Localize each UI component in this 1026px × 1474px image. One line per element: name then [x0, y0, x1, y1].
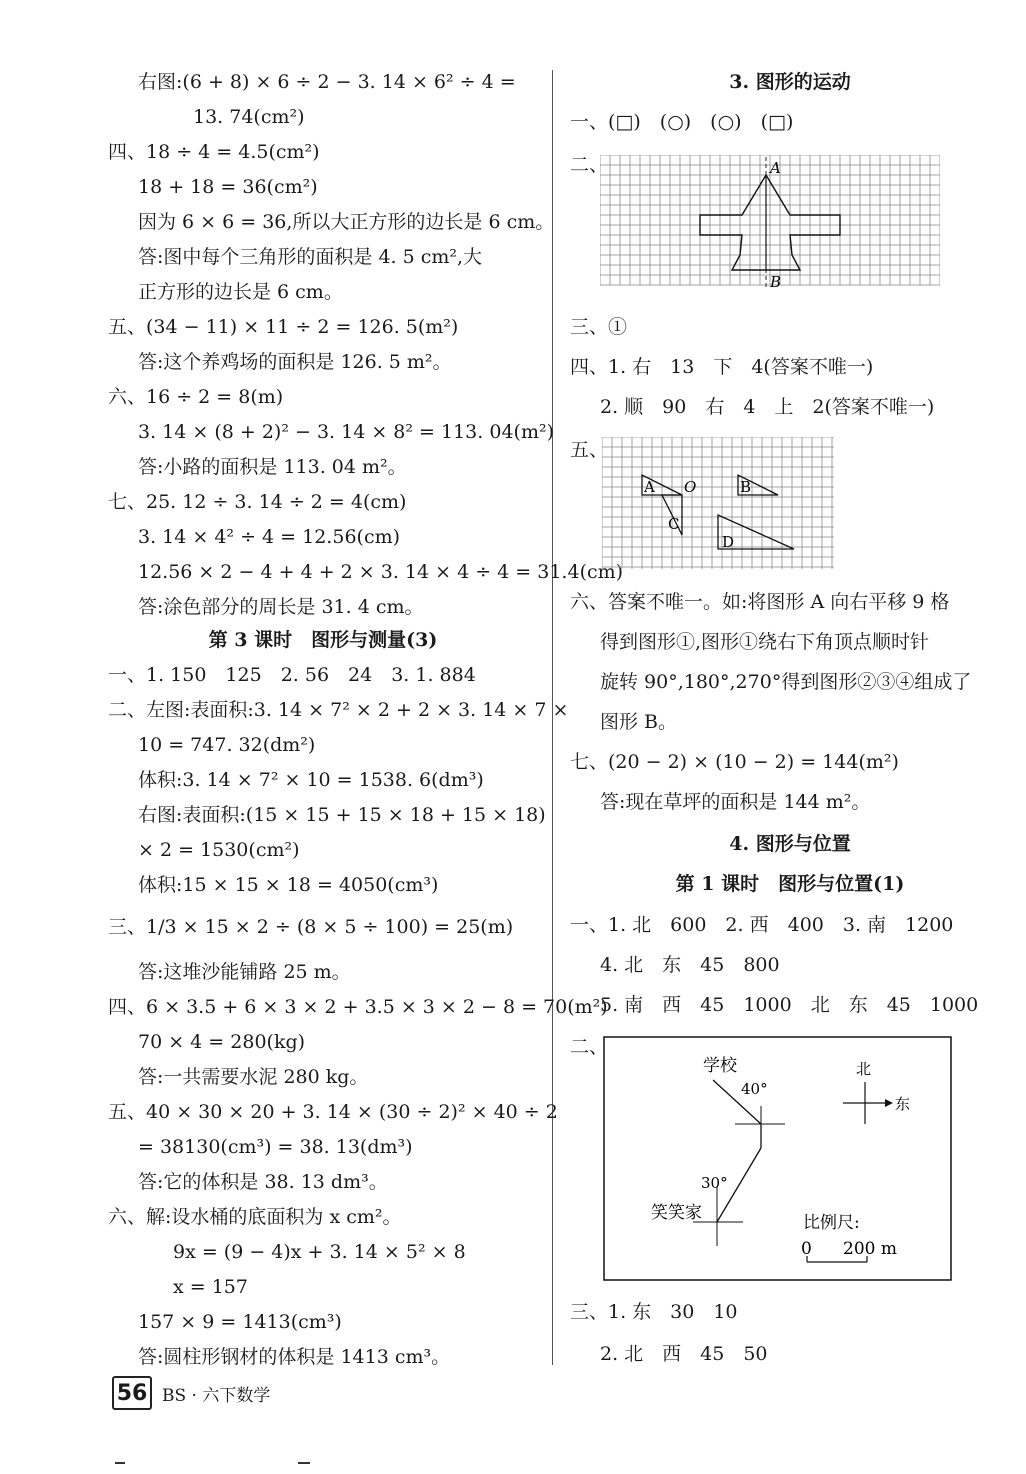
- text-line: 答:它的体积是 38. 13 dm³。: [138, 1171, 388, 1193]
- text-line: 一、1. 150 125 2. 56 24 3. 1. 884: [108, 664, 476, 686]
- text-line: = 38130(cm³) = 38. 13(dm³): [138, 1136, 413, 1158]
- text-line: 答:现在草坪的面积是 144 m²。: [600, 791, 871, 813]
- label-b: B: [740, 478, 752, 496]
- school-label: 学校: [703, 1056, 737, 1076]
- text-line: 七、25. 12 ÷ 3. 14 ÷ 2 = 4(cm): [108, 491, 407, 513]
- shapes-grid-figure: [602, 437, 834, 569]
- text-line: 因为 6 × 6 = 36,所以大正方形的边长是 6 cm。: [138, 211, 555, 233]
- scale-label: 比例尺:: [803, 1213, 860, 1233]
- text-line: 六、16 ÷ 2 = 8(m): [108, 386, 284, 408]
- text-line: 右图:(6 + 8) × 6 ÷ 2 − 3. 14 × 6² ÷ 4 =: [138, 71, 516, 93]
- label-d: D: [722, 533, 735, 551]
- plane-grid-figure: [600, 155, 940, 290]
- text-line: 二、: [570, 1036, 609, 1058]
- text-line: 七、(20 − 2) × (10 − 2) = 144(m²): [570, 751, 899, 773]
- text-line: 一、(□) (○) (○) (□): [570, 111, 794, 133]
- text-line: 10 = 747. 32(dm²): [138, 734, 316, 756]
- label-b: B: [770, 273, 782, 290]
- section-heading: 4. 图形与位置: [729, 833, 851, 855]
- label-o: O: [684, 478, 697, 496]
- text-line: 四、6 × 3.5 + 6 × 3 × 2 + 3.5 × 3 × 2 − 8 = 70(m²): [108, 996, 608, 1018]
- north-label: 北: [856, 1060, 872, 1078]
- text-line: 答:图中每个三角形的面积是 4. 5 cm²,大: [138, 246, 483, 268]
- crop-mark: [298, 1462, 310, 1464]
- text-line: 答:圆柱形钢材的体积是 1413 cm³。: [138, 1346, 451, 1368]
- text-line: 答:小路的面积是 113. 04 m²。: [138, 456, 407, 478]
- text-line: 图形 B。: [600, 711, 678, 733]
- crop-mark: [115, 1462, 125, 1464]
- text-line: 答:这个养鸡场的面积是 126. 5 m²。: [138, 351, 452, 373]
- text-line: 六、解:设水桶的底面积为 x cm²。: [108, 1206, 402, 1228]
- text-line: 二、: [570, 154, 609, 176]
- text-line: 五、(34 − 11) × 11 ÷ 2 = 126. 5(m²): [108, 316, 459, 338]
- text-line: 三、1/3 × 15 × 2 ÷ (8 × 5 ÷ 100) = 25(m): [108, 916, 514, 938]
- text-line: 4. 北 东 45 800: [600, 954, 780, 976]
- text-line: 体积:15 × 15 × 18 = 4050(cm³): [138, 874, 439, 896]
- text-line: 9x = (9 − 4)x + 3. 14 × 5² × 8: [173, 1241, 466, 1263]
- text-line: 五、40 × 30 × 20 + 3. 14 × (30 ÷ 2)² × 40 ÷ 2: [108, 1101, 558, 1123]
- label-a: A: [644, 478, 655, 496]
- map-border: [604, 1037, 951, 1280]
- text-line: 旋转 90°,180°,270°得到图形②③④组成了: [600, 671, 972, 693]
- text-line: 13. 74(cm²): [193, 106, 305, 128]
- map-figure: [603, 1036, 953, 1282]
- section-heading: 第 1 课时 图形与位置(1): [675, 873, 905, 895]
- text-line: 12.56 × 2 − 4 + 4 + 2 × 3. 14 × 4 ÷ 4 = 31.4(cm): [138, 561, 624, 583]
- text-line: 六、答案不唯一。如:将图形 A 向右平移 9 格: [570, 591, 950, 613]
- page-number: 56: [112, 1376, 152, 1410]
- text-line: 四、18 ÷ 4 = 4.5(cm²): [108, 141, 320, 163]
- text-line: 得到图形①,图形①绕右下角顶点顺时针: [600, 631, 930, 653]
- label-c: C: [668, 515, 680, 533]
- text-line: 正方形的边长是 6 cm。: [138, 281, 343, 303]
- text-line: 答:涂色部分的周长是 31. 4 cm。: [138, 596, 424, 618]
- text-line: 二、左图:表面积:3. 14 × 7² × 2 + 2 × 3. 14 × 7 ×: [108, 699, 569, 721]
- text-line: 2. 北 西 45 50: [600, 1343, 768, 1365]
- text-line: 18 + 18 = 36(cm²): [138, 176, 318, 198]
- text-line: 三、1. 东 30 10: [570, 1301, 738, 1323]
- text-line: 右图:表面积:(15 × 15 + 15 × 18 + 15 × 18): [138, 804, 546, 826]
- angle-40: 40°: [741, 1080, 768, 1098]
- page-footer: [112, 1376, 270, 1410]
- text-line: 3. 14 × 4² ÷ 4 = 12.56(cm): [138, 526, 401, 548]
- text-line: 答:一共需要水泥 280 kg。: [138, 1066, 369, 1088]
- text-line: 2. 顺 90 右 4 上 2(答案不唯一): [600, 396, 935, 418]
- home-label: 笑笑家: [651, 1203, 702, 1223]
- text-line: 一、1. 北 600 2. 西 400 3. 南 1200: [570, 914, 954, 936]
- text-line: x = 157: [173, 1276, 248, 1298]
- text-line: 三、①: [570, 316, 628, 338]
- text-line: 3. 14 × (8 + 2)² − 3. 14 × 8² = 113. 04(m²): [138, 421, 554, 443]
- section-heading: 3. 图形的运动: [729, 71, 851, 93]
- scale-value: 200 m: [843, 1239, 897, 1259]
- text-line: 四、1. 右 13 下 4(答案不唯一): [570, 356, 874, 378]
- scale-zero: 0: [801, 1239, 812, 1259]
- text-line: 5. 南 西 45 1000 北 东 45 1000: [600, 994, 979, 1016]
- text-line: 体积:3. 14 × 7² × 10 = 1538. 6(dm³): [138, 769, 484, 791]
- footer-label: BS · 六下数学: [162, 1385, 271, 1406]
- compass-arrow-icon: [885, 1099, 893, 1107]
- section-heading: 第 3 课时 图形与测量(3): [208, 629, 438, 651]
- text-line: 157 × 9 = 1413(cm³): [138, 1311, 342, 1333]
- angle-30: 30°: [701, 1174, 728, 1192]
- east-label: 东: [895, 1095, 911, 1113]
- text-line: 五、: [570, 439, 609, 461]
- text-line: × 2 = 1530(cm²): [138, 839, 300, 861]
- text-line: 答:这堆沙能铺路 25 m。: [138, 961, 351, 983]
- text-line: 70 × 4 = 280(kg): [138, 1031, 306, 1053]
- label-a: A: [770, 159, 781, 177]
